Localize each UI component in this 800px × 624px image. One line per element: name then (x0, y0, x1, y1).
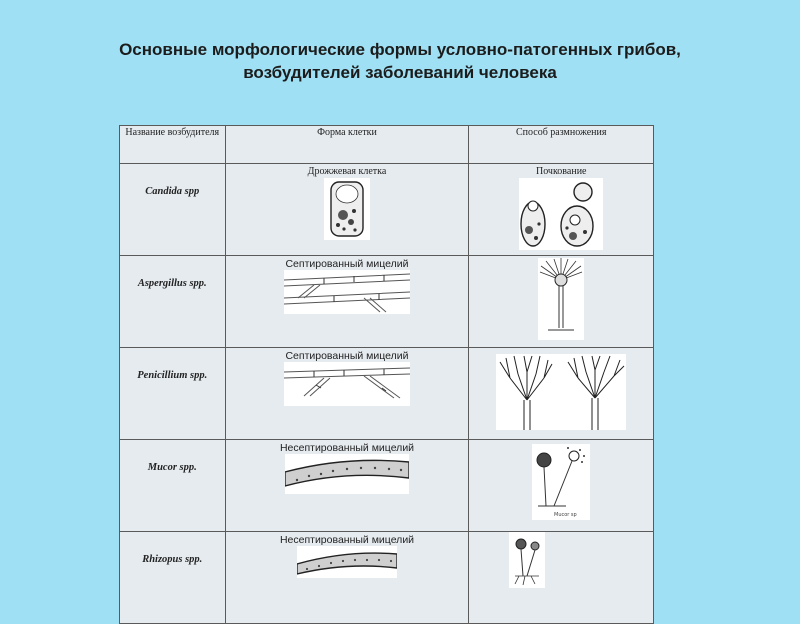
header-name: Название возбудителя (120, 126, 226, 164)
organism-name: Mucor spp. (147, 462, 197, 473)
rhizopus-sporangium-illustration (509, 532, 545, 588)
penicillium-brush-illustration (496, 354, 626, 430)
reproduction-label: Почкование (535, 166, 587, 177)
reproduction-cell (469, 440, 654, 532)
organism-name: Aspergillus spp. (137, 278, 207, 289)
svg-text:Mucor sp: Mucor sp (554, 512, 577, 518)
header-reproduction: Способ размножения (469, 126, 654, 164)
organism-cell (120, 164, 226, 256)
reproduction-cell (469, 164, 654, 256)
cell-form-label: Септированный мицелий (285, 350, 409, 362)
cell-form-cell (225, 164, 469, 256)
budding-yeast-illustration (519, 178, 603, 250)
slide-title (0, 38, 800, 84)
mucor-sporangium-illustration (532, 444, 590, 520)
organism-name: Penicillium spp. (137, 370, 208, 381)
table-header-row (120, 126, 654, 164)
organism-cell (120, 256, 226, 348)
yeast-cell-illustration (324, 178, 370, 240)
cell-form-cell (225, 256, 469, 348)
title-line-1: Основные морфологические формы условно-патогенных грибов, (119, 40, 681, 59)
cell-form-cell (225, 440, 469, 532)
septate-mycelium-illustration (284, 270, 410, 314)
cell-form-label: Несептированный мицелий (279, 442, 415, 454)
reproduction-cell (469, 532, 654, 624)
table-row (120, 348, 654, 440)
aspergillus-conidiophore-illustration (538, 258, 584, 340)
organism-name: Rhizopus spp. (142, 554, 203, 565)
title-line-2: возбудителей заболеваний человека (243, 63, 557, 82)
table-row (120, 164, 654, 256)
organism-cell (120, 440, 226, 532)
organism-name: Candida spp (145, 186, 200, 197)
cell-form-label: Септированный мицелий (285, 258, 409, 270)
organism-cell (120, 348, 226, 440)
table-row (120, 256, 654, 348)
fungi-table (119, 125, 654, 624)
cell-form-label: Дрожжевая клетка (307, 166, 387, 177)
header-cell-form: Форма клетки (225, 126, 469, 164)
nonseptate-mycelium-illustration (285, 454, 409, 494)
reproduction-cell (469, 348, 654, 440)
cell-form-cell (225, 532, 469, 624)
cell-form-cell (225, 348, 469, 440)
table-row (120, 440, 654, 532)
table-row (120, 532, 654, 624)
cell-form-label: Несептированный мицелий (279, 534, 415, 546)
nonseptate-mycelium-illustration (297, 546, 397, 578)
organism-cell (120, 532, 226, 624)
reproduction-cell (469, 256, 654, 348)
septate-mycelium-illustration (284, 362, 410, 406)
